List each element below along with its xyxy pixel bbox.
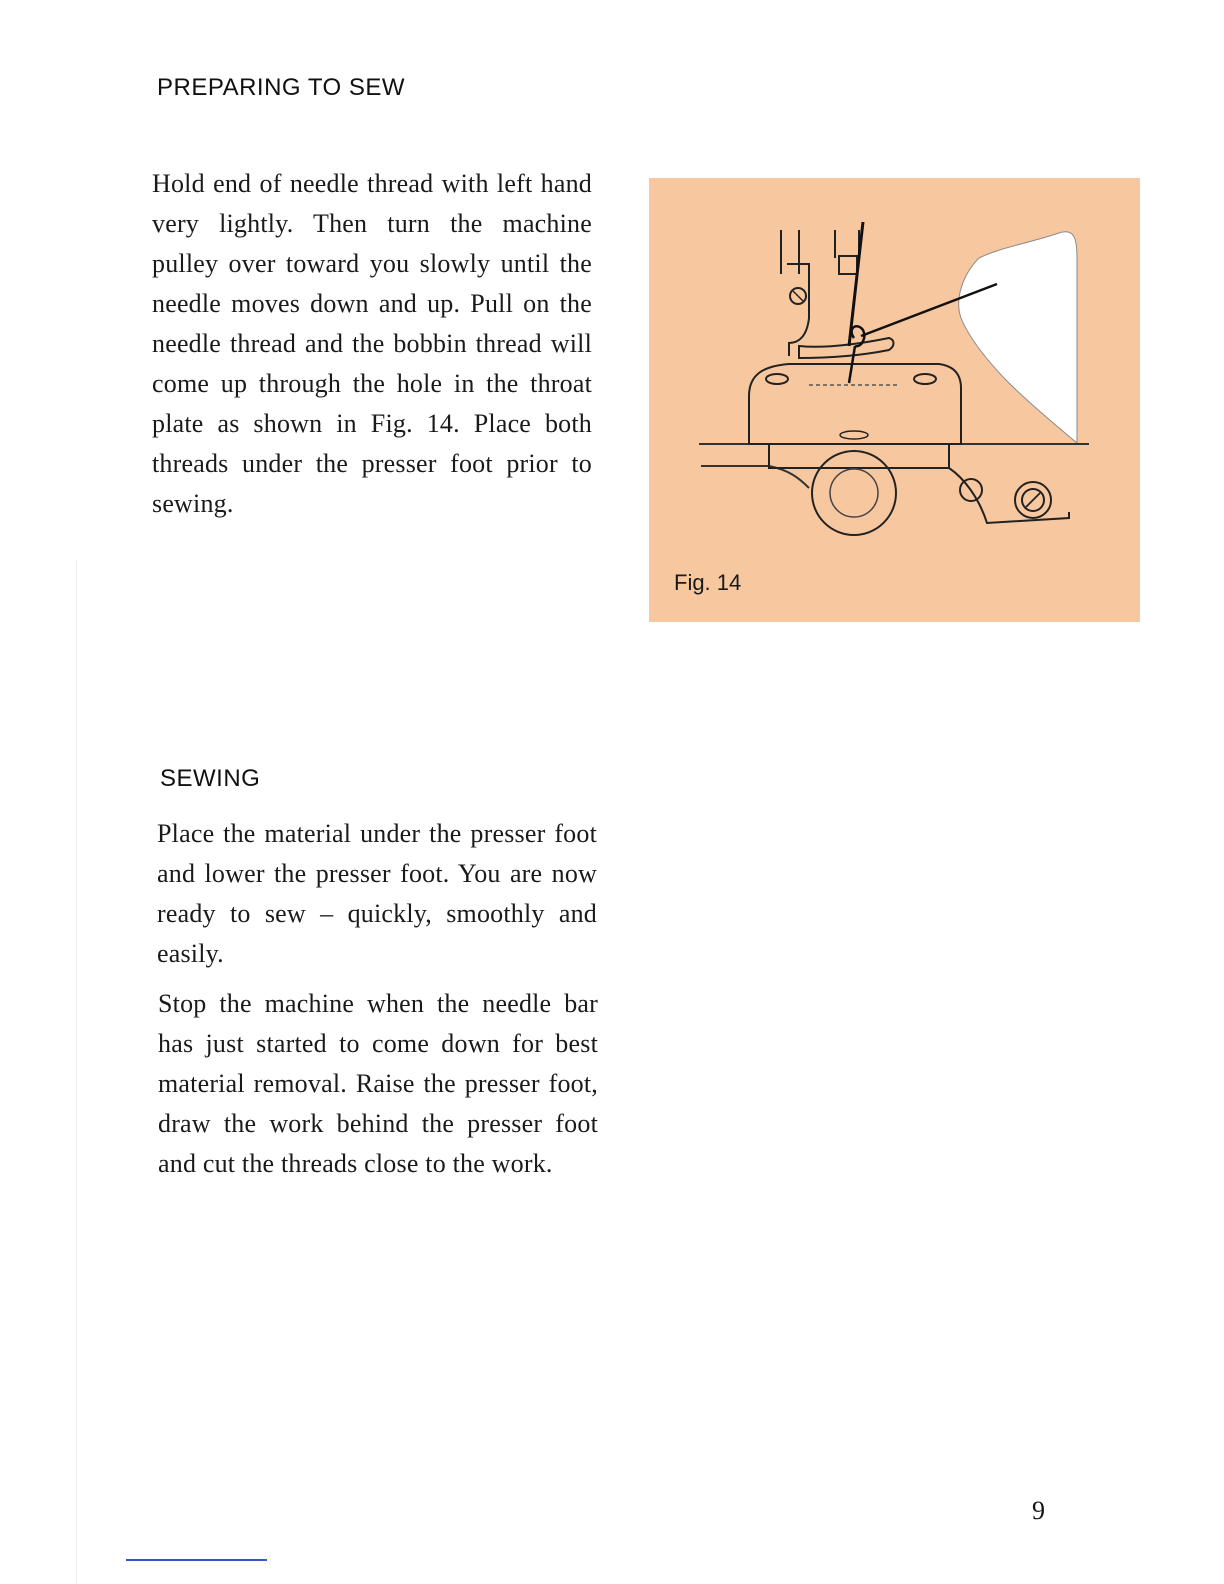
figure-caption: Fig. 14 [674, 570, 742, 595]
page-margin-line [76, 560, 77, 1584]
section-heading-sewing: SEWING [160, 765, 261, 792]
paragraph-sewing-1: Place the material under the presser foot and lower the presser foot. You are now ready to sew – quickly, smoothly and easily. [157, 819, 597, 968]
bottom-rule [126, 1559, 267, 1561]
paragraph-sewing-2: Stop the machine when the needle bar has just started to come down for best material removal. Raise the presser foot, draw the work behind the presser foot and cut the threads close to the work. [158, 989, 598, 1178]
sewing-machine-needle-illustration-icon [649, 178, 1140, 622]
figure-14 [649, 178, 1140, 622]
page-number: 9 [1032, 1496, 1045, 1525]
paragraph-preparing: Hold end of needle thread with left hand very lightly. Then turn the machine pulley over toward you slowly until the needle moves down and up. Pull on the needle thread and the bobbin thread will come up through the hole in the throat plate as shown in Fig. 14. Place both threads under the presser foot prior to sewing. [152, 169, 592, 518]
section-heading-preparing: PREPARING TO SEW [157, 74, 406, 101]
